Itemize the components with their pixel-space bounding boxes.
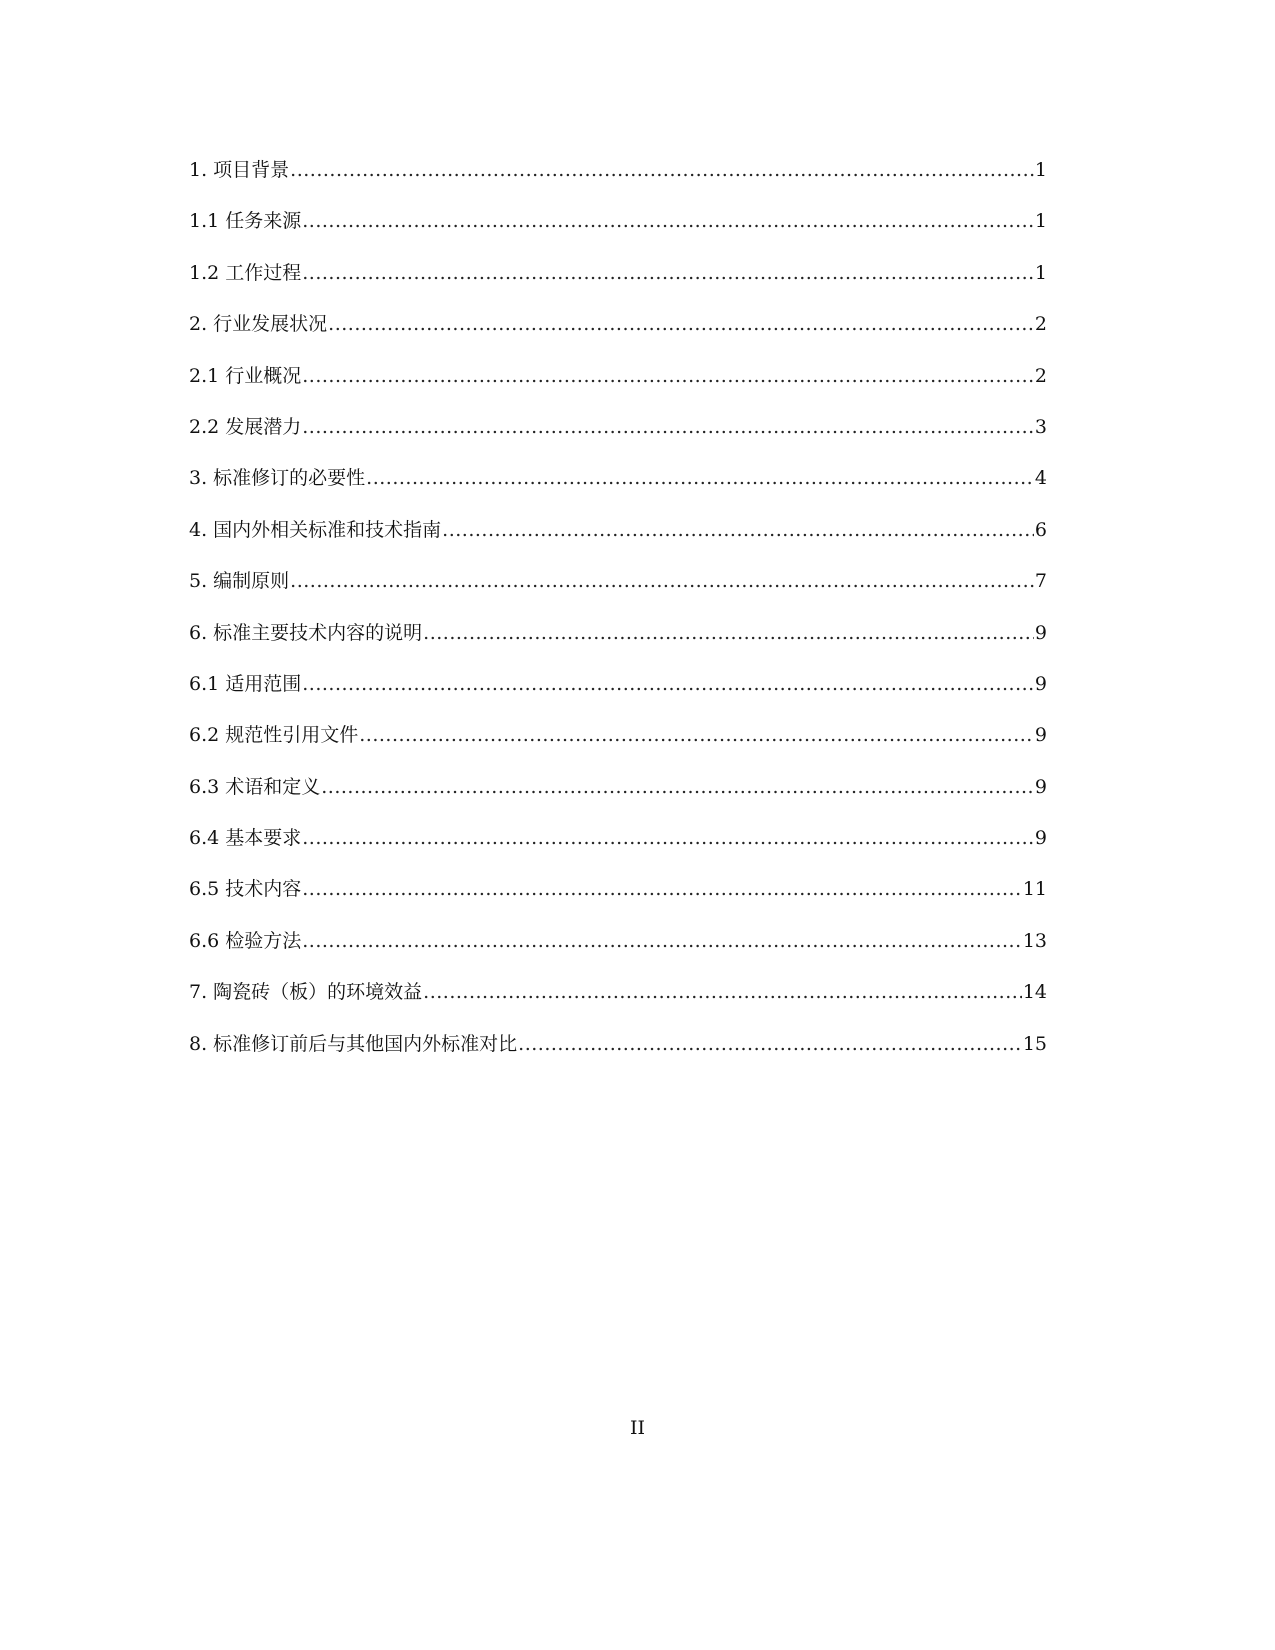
- toc-entry-title: 6.4 基本要求: [189, 827, 302, 850]
- toc-dot-leader: [290, 569, 1034, 593]
- toc-dot-leader: [442, 518, 1034, 542]
- toc-entry-title: 6.1 适用范围: [189, 672, 302, 695]
- toc-entry[interactable]: [189, 621, 1047, 672]
- toc-entry-title: 6.5 技术内容: [189, 878, 302, 901]
- toc-entry[interactable]: [189, 312, 1047, 363]
- toc-entry[interactable]: [189, 775, 1047, 826]
- toc-dot-leader: [423, 621, 1034, 645]
- toc-dot-leader: [302, 672, 1034, 696]
- toc-dot-leader: [302, 261, 1034, 285]
- toc-entry-page: 6: [1034, 518, 1047, 541]
- toc-dot-leader: [302, 415, 1034, 439]
- toc-entry-page: 3: [1034, 415, 1047, 438]
- toc-dot-leader: [366, 466, 1034, 490]
- toc-entry-title: 8. 标准修订前后与其他国内外标准对比: [189, 1032, 518, 1055]
- toc-entry[interactable]: [189, 1032, 1047, 1083]
- toc-entry[interactable]: [189, 672, 1047, 723]
- toc-entry-page: 9: [1034, 775, 1047, 798]
- toc-entry-page: 13: [1022, 929, 1047, 952]
- toc-entry-page: 11: [1022, 878, 1047, 901]
- toc-entry-title: 6.3 术语和定义: [189, 775, 321, 798]
- toc-entry[interactable]: [189, 877, 1047, 928]
- toc-entry-page: 7: [1034, 570, 1047, 593]
- toc-dot-leader: [302, 929, 1022, 953]
- toc-entry-title: 2. 行业发展状况: [189, 313, 328, 336]
- toc-entry-page: 2: [1034, 364, 1047, 387]
- toc-entry[interactable]: [189, 158, 1047, 209]
- toc-entry-page: 9: [1034, 672, 1047, 695]
- toc-entry-title: 5. 编制原则: [189, 570, 290, 593]
- toc-dot-leader: [290, 158, 1034, 182]
- toc-entry[interactable]: [189, 929, 1047, 980]
- toc-entry-page: 9: [1034, 621, 1047, 644]
- toc-entry-title: 2.1 行业概况: [189, 364, 302, 387]
- toc-entry-title: 1.2 工作过程: [189, 261, 302, 284]
- toc-dot-leader: [518, 1032, 1022, 1056]
- toc-entry[interactable]: [189, 826, 1047, 877]
- toc-entry[interactable]: [189, 364, 1047, 415]
- toc-entry-title: 3. 标准修订的必要性: [189, 467, 366, 490]
- toc-entry-title: 7. 陶瓷砖（板）的环境效益: [189, 981, 423, 1004]
- toc-entry[interactable]: [189, 466, 1047, 517]
- toc-entry[interactable]: [189, 209, 1047, 260]
- toc-entry[interactable]: [189, 261, 1047, 312]
- toc-entry-page: 4: [1034, 467, 1047, 490]
- toc-entry-page: 1: [1034, 261, 1047, 284]
- toc-dot-leader: [302, 364, 1034, 388]
- toc-entry-title: 1. 项目背景: [189, 159, 290, 181]
- toc-dot-leader: [302, 826, 1034, 850]
- page-number: II: [629, 1417, 645, 1439]
- toc-entry-page: 2: [1034, 313, 1047, 336]
- toc-entry-title: 6.6 检验方法: [189, 929, 302, 952]
- toc-entry[interactable]: [189, 569, 1047, 620]
- toc-entry[interactable]: [189, 415, 1047, 466]
- toc-entry-title: 1.1 任务来源: [189, 210, 302, 233]
- toc-entry-page: 1: [1034, 210, 1047, 233]
- toc-entry[interactable]: [189, 723, 1047, 774]
- toc-dot-leader: [423, 980, 1022, 1004]
- toc-entry-title: 6. 标准主要技术内容的说明: [189, 621, 423, 644]
- toc-dot-leader: [359, 723, 1034, 747]
- toc-entry-page: 1: [1034, 159, 1047, 181]
- toc-entry-title: 4. 国内外相关标准和技术指南: [189, 518, 442, 541]
- toc-entry-page: 9: [1034, 827, 1047, 850]
- toc-entry-title: 6.2 规范性引用文件: [189, 724, 359, 747]
- toc-dot-leader: [321, 775, 1034, 799]
- toc-entry-page: 9: [1034, 724, 1047, 747]
- toc-entry-title: 2.2 发展潜力: [189, 415, 302, 438]
- toc-dot-leader: [328, 312, 1034, 336]
- toc-dot-leader: [302, 877, 1022, 901]
- toc-dot-leader: [302, 209, 1034, 233]
- toc-entry-page: 15: [1022, 1032, 1047, 1055]
- toc-entry[interactable]: [189, 518, 1047, 569]
- toc-entry-page: 14: [1022, 981, 1047, 1004]
- table-of-contents: [189, 158, 1047, 1083]
- toc-entry[interactable]: [189, 980, 1047, 1031]
